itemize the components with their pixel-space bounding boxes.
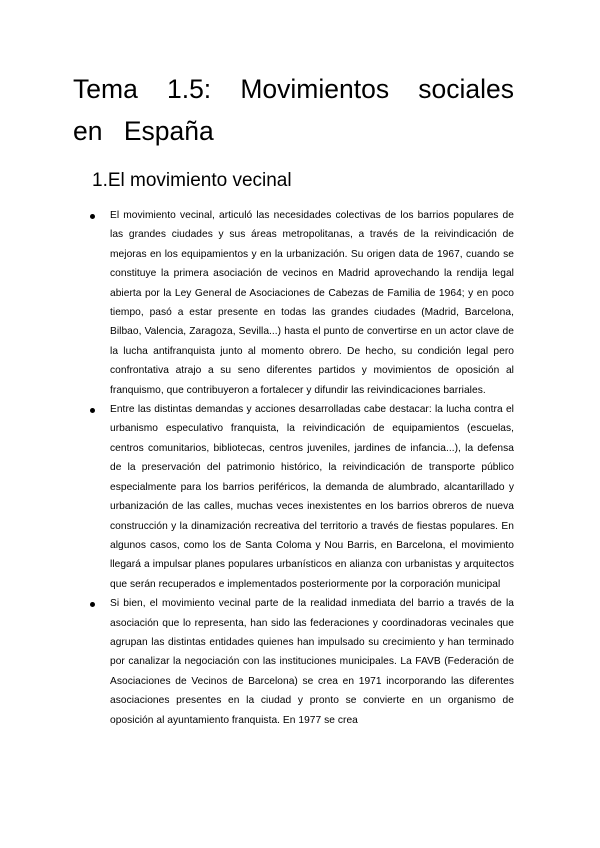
bullet-item	[73, 206, 514, 400]
bullet-list	[73, 206, 514, 730]
section-number: 1.	[92, 170, 108, 191]
bullet-dot-icon	[90, 602, 95, 607]
bullet-text: Si bien, el movimiento vecinal parte de la realidad inmediata del barrio a través de la asociación que lo representa, han sido las federaciones y coordinadoras vecinales que agrupan las distintas entidades quienes han impulsado su crecimiento y han terminado por canalizar la negociación con las instituciones municipales. La FAVB (Federación de Asociaciones de Vecinos de Barcelona) se crea en 1971 incorporando las diferentes asociaciones presentes en la ciudad y pronto se convierte en un organismo de oposición al ayuntamiento franquista. En 1977 se crea	[110, 598, 514, 726]
bullet-item	[73, 400, 514, 594]
bullet-item	[73, 594, 514, 730]
bullet-dot-icon	[90, 214, 95, 219]
bullet-dot-icon	[90, 408, 95, 413]
bullet-text: El movimiento vecinal, articuló las necesidades colectivas de los barrios populares de las grandes ciudades y sus áreas metropolitanas, a través de la reivindicación de mejoras en los equipamientos y en la urbanización. Su origen data de 1967, cuando se constituye la primera asociación de vecinos en Madrid aprovechando la rendija legal abierta por la Ley General de Asociaciones de Cabezas de Familia de 1964; y en poco tiempo, pasó a estar presente en todas las grandes ciudades (Madrid, Barcelona, Bilbao, Valencia, Zaragoza, Sevilla...) hasta el punto de convertirse en un actor clave de la lucha antifranquista junto al momento obrero. De hecho, su condición legal pero confrontativa atrajo a su seno diferentes partidos y movimientos de oposición al franquismo, que contribuyeron a fortalecer y difundir las reivindicaciones barriales.	[110, 210, 514, 396]
document-title: Tema 1.5: Movimientos sociales en España	[73, 74, 514, 146]
bullet-text: Entre las distintas demandas y acciones desarrolladas cabe destacar: la lucha contra el urbanismo especulativo franquista, la reivindicación de equipamientos (escuelas, centros comunitarios, bibliotecas, centros juveniles, jardines de infancia...), la defensa de la preservación del patrimonio histórico, la reivindicación de transporte público especialmente para los barrios periféricos, la demanda de alumbrado, alcantarillado y urbanización de las calles, muchas veces inexistentes en los barrios obreros de nueva construcción y la dinamización recreativa del territorio a través de fiestas populares. En algunos casos, como los de Santa Coloma y Nou Barris, en Barcelona, el movimiento llegará a impulsar planes populares urbanísticos en alianza con urbanistas y arquitectos que serán recuperados e implementados posteriormente por la corporación municipal	[110, 404, 514, 590]
section-title: El movimiento vecinal	[107, 170, 292, 191]
section-heading	[92, 168, 514, 194]
